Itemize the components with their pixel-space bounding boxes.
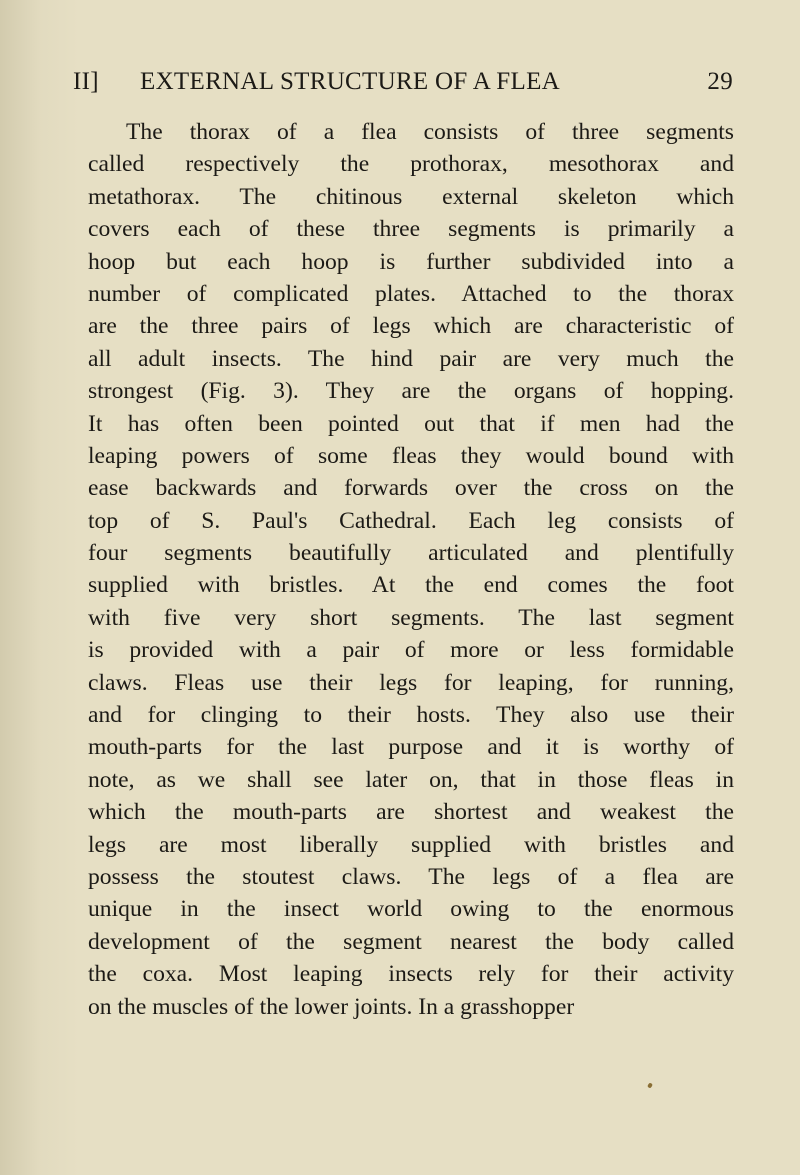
text-line: The thorax of a flea consists of three segments — [126, 119, 734, 145]
text-line: legs are most liberally supplied with bristles and — [88, 831, 734, 858]
text-line: possess the stoutest claws. The legs of a flea are — [88, 863, 734, 890]
text-line: called respectively the prothorax, mesothorax and — [88, 151, 734, 178]
text-line: supplied with bristles. At the end comes the foot — [88, 572, 734, 599]
text-line: leaping powers of some fleas they would bound with — [88, 442, 734, 469]
text-line: four segments beautifully articulated and plentifully — [88, 540, 734, 567]
text-line: strongest (Fig. 3). They are the organs of hopping. — [88, 378, 734, 405]
text-line: ease backwards and forwards over the cross on the — [88, 475, 734, 502]
body-paragraph — [88, 116, 734, 1023]
running-title: EXTERNAL STRUCTURE OF A FLEA — [140, 68, 560, 95]
text-line: It has often been pointed out that if men had the — [88, 410, 734, 437]
page-number: 29 — [707, 68, 733, 95]
text-line: metathorax. The chitinous external skeleton which — [88, 183, 734, 210]
text-line: note, as we shall see later on, that in those fleas in — [88, 766, 734, 793]
running-header — [73, 68, 733, 102]
text-line: top of S. Paul's Cathedral. Each leg consists of — [88, 507, 734, 534]
text-line: are the three pairs of legs which are characteristic of — [88, 313, 734, 340]
text-line: mouth-parts for the last purpose and it is worthy of — [88, 734, 734, 761]
ink-speck — [647, 1082, 653, 1088]
text-line: the coxa. Most leaping insects rely for their activity — [88, 961, 734, 988]
text-line: is provided with a pair of more or less formidable — [88, 637, 734, 664]
chapter-number: II] — [73, 68, 99, 95]
text-line: hoop but each hoop is further subdivided into a — [88, 248, 734, 275]
text-line: number of complicated plates. Attached to the thorax — [88, 280, 734, 307]
text-line: and for clinging to their hosts. They also use their — [88, 702, 734, 729]
text-line: development of the segment nearest the body called — [88, 928, 734, 955]
text-line: on the muscles of the lower joints. In a grasshopper — [88, 993, 575, 1020]
text-line: unique in the insect world owing to the enormous — [88, 896, 734, 923]
text-line: which the mouth-parts are shortest and weakest the — [88, 799, 734, 826]
text-line: all adult insects. The hind pair are very much the — [88, 345, 734, 372]
text-line: covers each of these three segments is primarily a — [88, 216, 734, 243]
text-line: claws. Fleas use their legs for leaping, for running, — [88, 669, 734, 696]
text-line: with five very short segments. The last segment — [88, 604, 734, 631]
